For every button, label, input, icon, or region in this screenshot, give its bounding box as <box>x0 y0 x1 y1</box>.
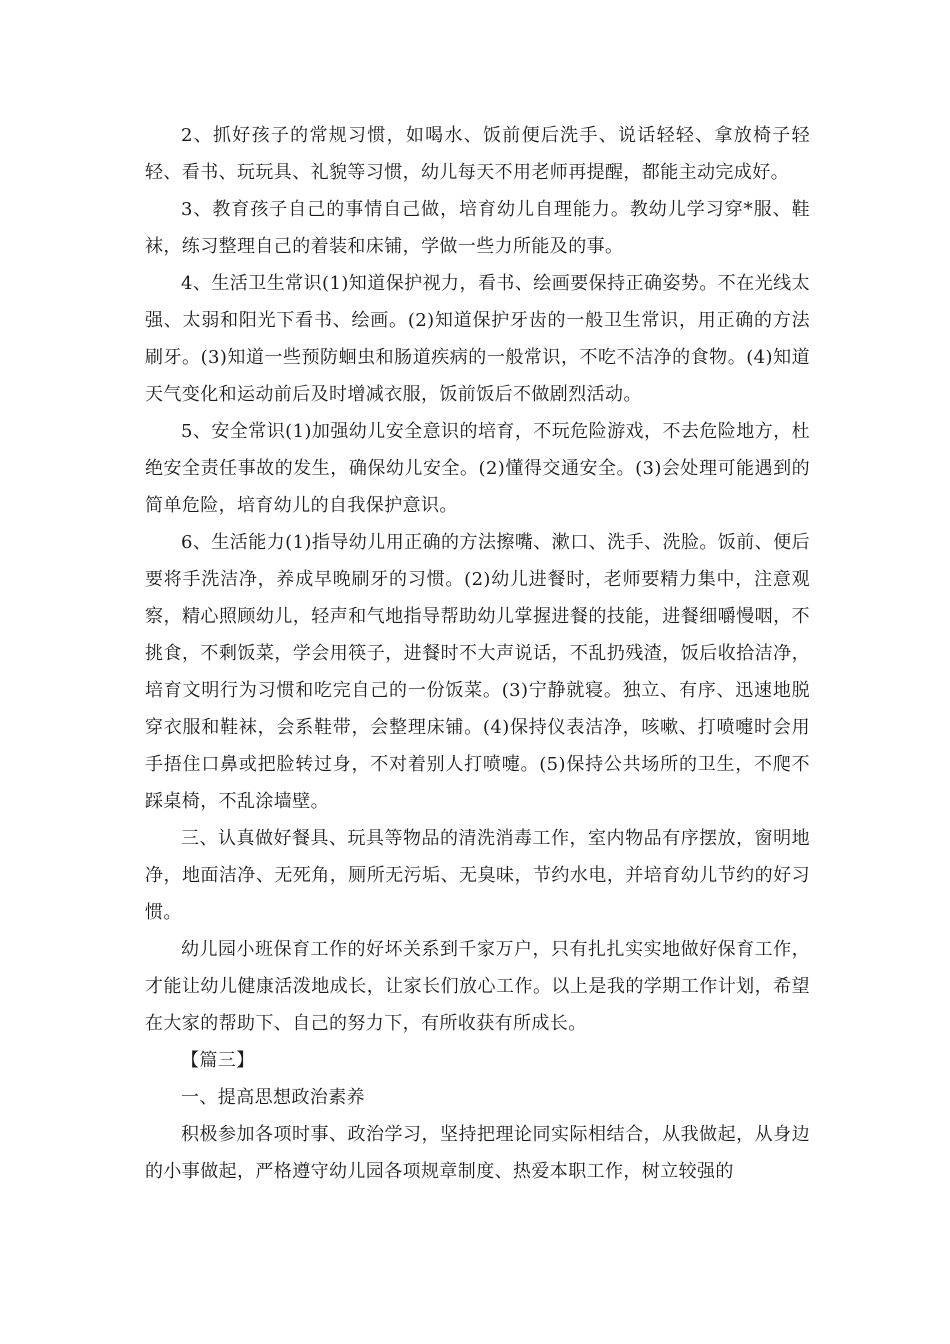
paragraph-habits: 2、抓好孩子的常规习惯，如喝水、饭前便后洗手、说话轻轻、拿放椅子轻轻、看书、玩玩具、礼貌等习惯，幼儿每天不用老师再提醒，都能主动完成好。 <box>145 125 810 183</box>
paragraph-political: 积极参加各项时事、政治学习，坚持把理论同实际相结合，从我做起，从身边的小事做起，严格遵守幼儿园各项规章制度、热爱本职工作，树立较强的 <box>145 1124 810 1182</box>
paragraph-disinfection: 三、认真做好餐具、玩具等物品的清洗消毒工作，室内物品有序摆放，窗明地净，地面洁净、无死角，厕所无污垢、无臭味，节约水电，并培育幼儿节约的好习惯。 <box>145 828 810 923</box>
paragraph-conclusion: 幼儿园小班保育工作的好坏关系到千家万户，只有扎扎实实地做好保育工作，才能让幼儿健康活泼地成长，让家长们放心工作。以上是我的学期工作计划，希望在大家的帮助下、自己的努力下，有所收获有所成长。 <box>145 939 810 1034</box>
paragraph-safety: 5、安全常识(1)加强幼儿安全意识的培育，不玩危险游戏，不去危险地方，杜绝安全责任事故的发生，确保幼儿安全。(2)懂得交通安全。(3)会处理可能遇到的简单危险，培育幼儿的自我保护意识。 <box>145 421 810 516</box>
paragraph-self-care: 3、教育孩子自己的事情自己做，培育幼儿自理能力。教幼儿学习穿*服、鞋袜，练习整理自己的着装和床铺，学做一些力所能及的事。 <box>145 199 810 257</box>
paragraph-life-skills: 6、生活能力(1)指导幼儿用正确的方法擦嘴、漱口、洗手、洗脸。饭前、便后要将手洗洁净，养成早晚刷牙的习惯。(2)幼儿进餐时，老师要精力集中，注意观察，精心照顾幼儿，轻声和气地指导帮助幼儿掌握进餐的技能，进餐细嚼慢咽，不挑食，不剩饭菜，学会用筷子，进餐时不大声说话，不乱扔残渣，饭后收拾洁净，培育文明行为习惯和吃完自己的一份饭菜。(3)宁静就寝。独立、有序、迅速地脱穿衣服和鞋袜，会系鞋带，会整理床铺。(4)保持仪表洁净，咳嗽、打喷嚏时会用手捂住口鼻或把脸转过身，不对着别人打喷嚏。(5)保持公共场所的卫生，不爬不踩桌椅，不乱涂墙壁。 <box>145 532 810 812</box>
subheading: 一、提高思想政治素养 <box>181 1087 365 1108</box>
document-body <box>145 117 810 1190</box>
section-title: 【篇三】 <box>181 1050 255 1071</box>
paragraph-hygiene: 4、生活卫生常识(1)知道保护视力，看书、绘画要保持正确姿势。不在光线太强、太弱和阳光下看书、绘画。(2)知道保护牙齿的一般卫生常识，用正确的方法刷牙。(3)知道一些预防蛔虫和肠道疾病的一般常识，不吃不洁净的食物。(4)知道天气变化和运动前后及时增减衣服，饭前饭后不做剧烈活动。 <box>145 273 810 405</box>
